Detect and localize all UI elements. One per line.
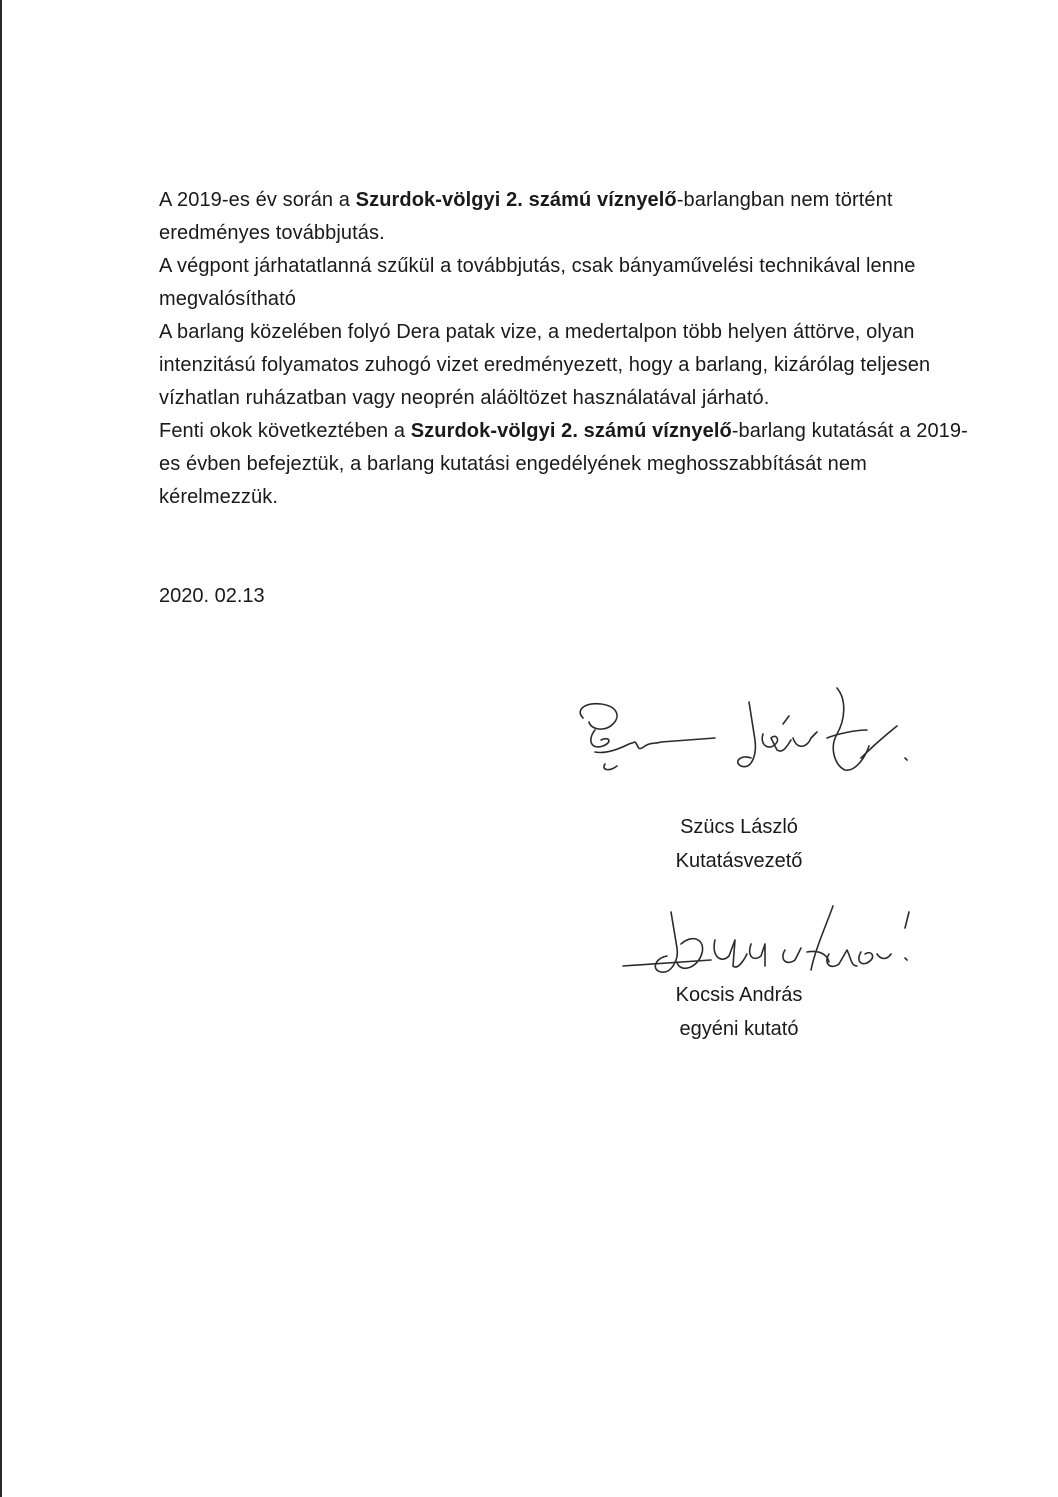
paragraph — [159, 415, 989, 514]
cave-name-bold: Szurdok-völgyi 2. számú víznyelő — [355, 189, 677, 211]
signature-2 — [615, 900, 925, 990]
text-segment: A barlang közelében folyó Dera patak vize, a medertalpon több helyen áttörve, olyan intenzitású folyamatos zuhogó vizet eredményezett, hogy a barlang, kizárólag teljesen vízhatlan ruházatban vagy neoprén aláöltözet használatával járható. — [159, 321, 931, 409]
document-date: 2020. 02.13 — [159, 585, 265, 607]
letter-body — [159, 184, 989, 514]
paragraph — [159, 184, 989, 250]
text-segment: -barlang kutatását a 2019-es évben befejeztük, a barlang kutatási engedélyének meghosszabbítását nem kérelmezzük. — [159, 420, 968, 508]
signatory-role: egyéni kutató — [679, 1018, 799, 1040]
text-segment: Fenti okok következtében a — [159, 420, 411, 442]
signatory-1 — [589, 810, 889, 878]
signatory-name: Kocsis András — [675, 984, 803, 1006]
signature-1 — [565, 680, 915, 790]
cave-name-bold: Szurdok-völgyi 2. számú víznyelő — [410, 420, 732, 442]
signatory-2 — [589, 978, 889, 1046]
text-segment: A 2019-es év során a — [159, 189, 356, 211]
signatory-name: Szücs László — [680, 816, 798, 838]
paragraph — [159, 316, 989, 415]
page-edge — [0, 0, 2, 1497]
text-segment: -barlangban nem történt eredményes továbbjutás. — [159, 189, 893, 244]
paragraph — [159, 250, 989, 316]
signatory-role: Kutatásvezető — [675, 850, 803, 872]
text-segment: A végpont járhatatlanná szűkül a továbbjutás, csak bányaművelési technikával lenne megvalósítható — [159, 255, 916, 310]
